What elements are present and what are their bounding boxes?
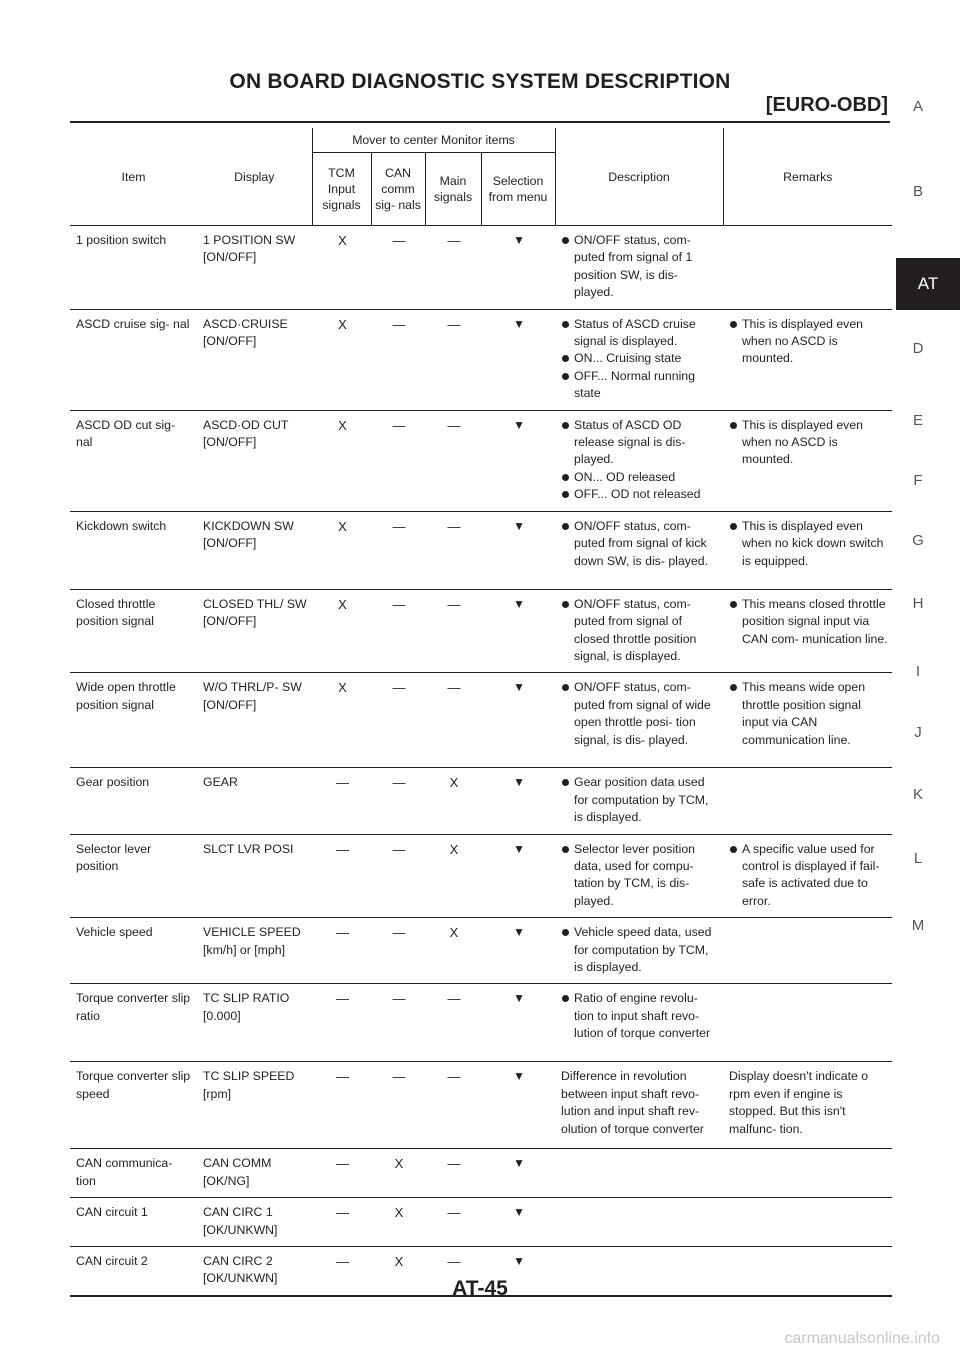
description-cell (555, 768, 723, 834)
can-comm-cell: — (371, 226, 425, 310)
tcm-input-cell: X (312, 673, 371, 768)
table-row (70, 768, 892, 834)
remarks-cell-list (729, 316, 888, 368)
tcm-input-cell: — (312, 984, 371, 1062)
remarks-cell (723, 768, 892, 834)
remarks-cell-list (729, 596, 888, 648)
remarks-cell (723, 410, 892, 511)
bullet-item: OFF... OD not released (561, 486, 719, 503)
side-index-letter-j: J (914, 724, 922, 741)
remarks-cell (723, 918, 892, 984)
description-cell (555, 226, 723, 310)
header-display: Display (197, 128, 312, 226)
bullet-item: Gear position data used for computation by TCM, is displayed. (561, 774, 719, 826)
description-cell (555, 834, 723, 918)
can-comm-cell: — (371, 1062, 425, 1149)
description-cell (555, 918, 723, 984)
description-cell-list (561, 774, 719, 826)
main-signal-cell: — (425, 673, 481, 768)
tcm-input-cell: — (312, 1247, 371, 1296)
main-signal-cell: X (425, 768, 481, 834)
side-index (896, 60, 960, 960)
tcm-input-cell: — (312, 918, 371, 984)
remarks-cell-list (729, 417, 888, 469)
can-comm-cell: — (371, 768, 425, 834)
can-comm-cell: — (371, 410, 425, 511)
item-cell: 1 position switch (70, 226, 197, 310)
bullet-item: This means wide open throttle position signal input via CAN communication line. (729, 679, 888, 749)
side-index-letter-e: E (912, 412, 923, 429)
remarks-cell (723, 226, 892, 310)
item-cell: CAN communica- tion (70, 1149, 197, 1198)
remarks-cell (723, 1149, 892, 1198)
selection-cell: ▼ (481, 410, 555, 511)
can-comm-cell: X (371, 1247, 425, 1296)
remarks-cell-list (729, 841, 888, 911)
side-index-letter-i: I (915, 663, 921, 680)
display-cell: SLCT LVR POSI (197, 834, 312, 918)
item-cell: CAN circuit 2 (70, 1247, 197, 1296)
remarks-cell (723, 673, 892, 768)
item-cell: Gear position (70, 768, 197, 834)
main-signal-cell: X (425, 834, 481, 918)
bullet-item: Status of ASCD cruise signal is displayed. (561, 316, 719, 351)
tcm-input-cell: X (312, 226, 371, 310)
monitor-items-table (70, 128, 892, 1297)
table-row (70, 511, 892, 589)
main-signal-cell: — (425, 309, 481, 410)
display-cell: GEAR (197, 768, 312, 834)
page-subtitle: [EURO-OBD] (765, 94, 888, 116)
display-cell: CAN CIRC 2 [OK/UNKWN] (197, 1247, 312, 1296)
display-cell: CAN COMM [OK/NG] (197, 1149, 312, 1198)
remarks-cell (723, 511, 892, 589)
selection-cell: ▼ (481, 834, 555, 918)
remarks-cell-list (729, 679, 888, 749)
remarks-cell (723, 1198, 892, 1247)
main-signal-cell: — (425, 410, 481, 511)
item-cell: ASCD OD cut sig- nal (70, 410, 197, 511)
description-cell (555, 589, 723, 673)
side-index-letter-a: A (912, 98, 923, 115)
tcm-input-cell: — (312, 768, 371, 834)
selection-cell: ▼ (481, 1149, 555, 1198)
side-index-letter-b: B (912, 183, 923, 200)
tcm-input-cell: — (312, 1198, 371, 1247)
header-tcm-input: TCM Input signals (312, 153, 371, 226)
item-cell: Vehicle speed (70, 918, 197, 984)
main-signal-cell: — (425, 1062, 481, 1149)
side-index-letter-m: M (911, 917, 925, 934)
description-cell-list (561, 417, 719, 504)
selection-cell: ▼ (481, 1247, 555, 1296)
remarks-cell-list (729, 518, 888, 570)
table-row (70, 984, 892, 1062)
description-cell: Difference in revolution between input shaft revo- lution and input shaft rev- olution of torque converter (555, 1062, 723, 1149)
selection-cell: ▼ (481, 768, 555, 834)
page-title: ON BOARD DIAGNOSTIC SYSTEM DESCRIPTION (229, 70, 731, 93)
page-number: AT-45 (452, 1277, 508, 1300)
selection-cell: ▼ (481, 984, 555, 1062)
remarks-cell (723, 589, 892, 673)
bullet-item: ON... OD released (561, 469, 719, 486)
description-cell-list (561, 990, 719, 1042)
tcm-input-cell: — (312, 834, 371, 918)
bullet-item: Selector lever position data, used for compu- tation by TCM, is dis- played. (561, 841, 719, 911)
header-selection-menu: Selection from menu (481, 153, 555, 226)
description-cell-list (561, 596, 719, 666)
bullet-item: This is displayed even when no kick down switch is equipped. (729, 518, 888, 570)
remarks-cell (723, 309, 892, 410)
display-cell: VEHICLE SPEED [km/h] or [mph] (197, 918, 312, 984)
table-row (70, 673, 892, 768)
display-cell: KICKDOWN SW [ON/OFF] (197, 511, 312, 589)
can-comm-cell: X (371, 1149, 425, 1198)
description-cell (555, 984, 723, 1062)
side-index-letter-h: H (912, 595, 924, 612)
item-cell: Wide open throttle position signal (70, 673, 197, 768)
side-index-letter-l: L (913, 850, 923, 867)
tcm-input-cell: X (312, 511, 371, 589)
bullet-item: OFF... Normal running state (561, 368, 719, 403)
bullet-item: ON/OFF status, com- puted from signal of closed throttle position signal, is displayed. (561, 596, 719, 666)
bullet-item: Ratio of engine revolu- tion to input shaft revo- lution of torque converter (561, 990, 719, 1042)
main-signal-cell: — (425, 1247, 481, 1296)
tcm-input-cell: — (312, 1149, 371, 1198)
table-body (70, 226, 892, 1296)
description-cell-list (561, 316, 719, 403)
table-row (70, 410, 892, 511)
can-comm-cell: — (371, 673, 425, 768)
remarks-cell (723, 834, 892, 918)
header-rule (70, 121, 890, 123)
display-cell: CLOSED THL/ SW [ON/OFF] (197, 589, 312, 673)
selection-cell: ▼ (481, 511, 555, 589)
tcm-input-cell: X (312, 410, 371, 511)
main-signal-cell: — (425, 1198, 481, 1247)
selection-cell: ▼ (481, 226, 555, 310)
bullet-item: This means closed throttle position signal input via CAN com- munication line. (729, 596, 888, 648)
description-cell-list (561, 924, 719, 976)
side-index-letter-d: D (912, 340, 924, 357)
item-cell: Kickdown switch (70, 511, 197, 589)
remarks-cell (723, 984, 892, 1062)
table-row (70, 918, 892, 984)
header-description: Description (555, 128, 723, 226)
table-row (70, 834, 892, 918)
table-row (70, 309, 892, 410)
table-row (70, 226, 892, 310)
item-cell: Closed throttle position signal (70, 589, 197, 673)
description-cell (555, 410, 723, 511)
description-cell-list (561, 679, 719, 749)
description-cell-list (561, 518, 719, 570)
side-index-letter-g: G (912, 532, 924, 549)
display-cell: ASCD·CRUISE [ON/OFF] (197, 309, 312, 410)
bullet-item: This is displayed even when no ASCD is mounted. (729, 417, 888, 469)
display-cell: 1 POSITION SW [ON/OFF] (197, 226, 312, 310)
description-cell (555, 1198, 723, 1247)
remarks-cell: Display doesn't indicate o rpm even if engine is stopped. But this isn't malfunc- tion. (723, 1062, 892, 1149)
display-cell: CAN CIRC 1 [OK/UNKWN] (197, 1198, 312, 1247)
can-comm-cell: X (371, 1198, 425, 1247)
bullet-item: A specific value used for control is displayed if fail-safe is activated due to error. (729, 841, 888, 911)
description-cell-list (561, 232, 719, 302)
display-cell: TC SLIP RATIO [0.000] (197, 984, 312, 1062)
side-index-letter-k: K (912, 786, 923, 803)
can-comm-cell: — (371, 511, 425, 589)
description-cell-list (561, 841, 719, 911)
item-cell: Torque converter slip speed (70, 1062, 197, 1149)
tcm-input-cell: X (312, 589, 371, 673)
table-row (70, 1149, 892, 1198)
main-signal-cell: — (425, 589, 481, 673)
bullet-item: Status of ASCD OD release signal is dis- played. (561, 417, 719, 469)
description-cell (555, 1149, 723, 1198)
can-comm-cell: — (371, 834, 425, 918)
header-monitor-group: Mover to center Monitor items (312, 128, 555, 153)
header-main-signals: Main signals (425, 153, 481, 226)
display-cell: W/O THRL/P- SW [ON/OFF] (197, 673, 312, 768)
side-index-letter-f: F (913, 472, 923, 489)
tcm-input-cell: X (312, 309, 371, 410)
display-cell: TC SLIP SPEED [rpm] (197, 1062, 312, 1149)
display-cell: ASCD·OD CUT [ON/OFF] (197, 410, 312, 511)
tcm-input-cell: — (312, 1062, 371, 1149)
bullet-item: Vehicle speed data, used for computation by TCM, is displayed. (561, 924, 719, 976)
table-row (70, 1198, 892, 1247)
item-cell: Selector lever position (70, 834, 197, 918)
bullet-item: ON/OFF status, com- puted from signal of wide open throttle posi- tion signal, is dis- played. (561, 679, 719, 749)
can-comm-cell: — (371, 918, 425, 984)
selection-cell: ▼ (481, 673, 555, 768)
description-cell (555, 673, 723, 768)
can-comm-cell: — (371, 589, 425, 673)
table-row (70, 589, 892, 673)
description-cell (555, 511, 723, 589)
item-cell: Torque converter slip ratio (70, 984, 197, 1062)
selection-cell: ▼ (481, 589, 555, 673)
bullet-item: ON... Cruising state (561, 350, 719, 367)
main-signal-cell: — (425, 984, 481, 1062)
table-row (70, 1062, 892, 1149)
item-cell: CAN circuit 1 (70, 1198, 197, 1247)
selection-cell: ▼ (481, 1198, 555, 1247)
header-remarks: Remarks (723, 128, 892, 226)
watermark: carmanualsonline.info (784, 1330, 940, 1347)
selection-cell: ▼ (481, 918, 555, 984)
bullet-item: This is displayed even when no ASCD is mounted. (729, 316, 888, 368)
main-signal-cell: — (425, 1149, 481, 1198)
bullet-item: ON/OFF status, com- puted from signal of kick down SW, is dis- played. (561, 518, 719, 570)
header-can-comm: CAN comm sig- nals (371, 153, 425, 226)
main-signal-cell: — (425, 511, 481, 589)
can-comm-cell: — (371, 309, 425, 410)
item-cell: ASCD cruise sig- nal (70, 309, 197, 410)
description-cell (555, 309, 723, 410)
selection-cell: ▼ (481, 309, 555, 410)
main-signal-cell: — (425, 226, 481, 310)
header-item: Item (70, 128, 197, 226)
side-index-letter-at: AT (896, 258, 960, 310)
main-signal-cell: X (425, 918, 481, 984)
bullet-item: ON/OFF status, com- puted from signal of 1 position SW, is dis- played. (561, 232, 719, 302)
can-comm-cell: — (371, 984, 425, 1062)
selection-cell: ▼ (481, 1062, 555, 1149)
